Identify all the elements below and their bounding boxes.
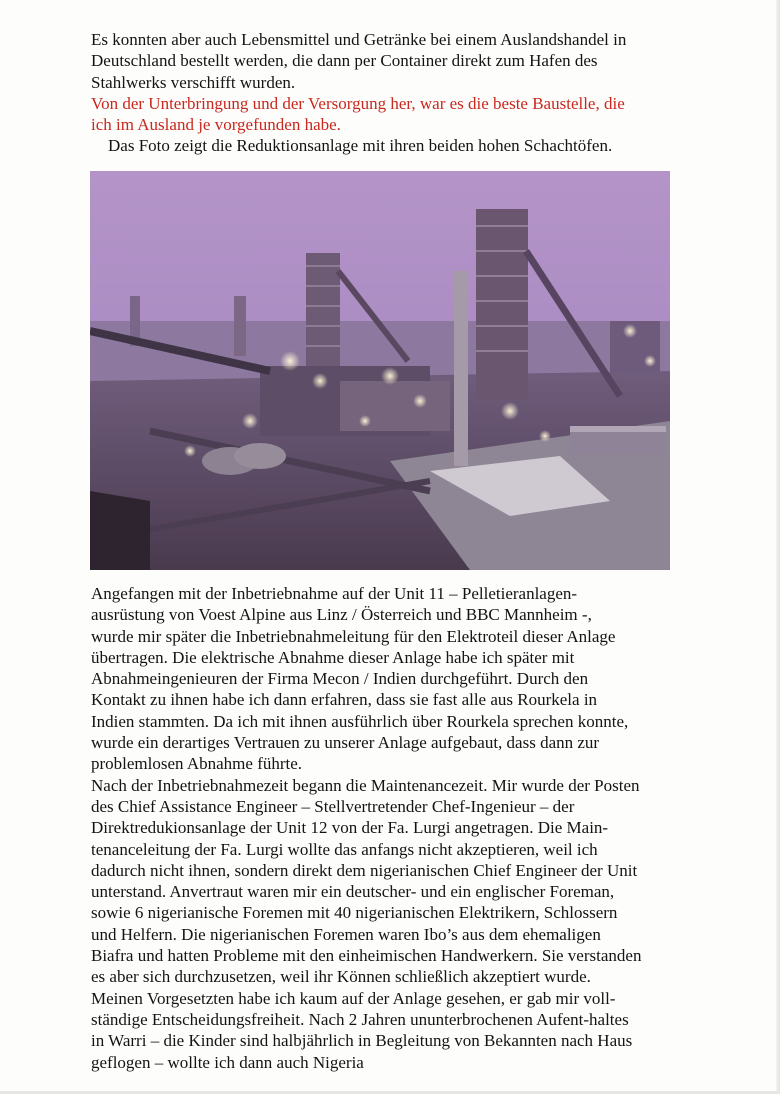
body-line: unterstand. Anvertraut waren mir ein deutscher- und ein englischer Foreman, bbox=[91, 882, 615, 902]
body-line: in Warri – die Kinder sind halbjährlich in Begleitung von Bekannten nach Haus bbox=[91, 1031, 633, 1051]
body-line: ständige Entscheidungsfreiheit. Nach 2 Jahren ununterbrochenen Aufent-haltes bbox=[91, 1009, 629, 1029]
body-line: des Chief Assistance Engineer – Stellvertretender Chef-Ingenieur – der bbox=[91, 796, 575, 816]
intro-paragraph bbox=[91, 29, 691, 157]
body-line: Biafra und hatten Probleme mit den einheimischen Handwerkern. Sie verstanden bbox=[91, 946, 642, 966]
highlight-line: ich im Ausland je vorgefunden habe. bbox=[91, 115, 341, 135]
intro-line: Deutschland bestellt werden, die dann per Container direkt zum Hafen des bbox=[91, 51, 598, 71]
body-line: und Helfern. Die nigerianischen Foremen waren Ibo’s aus dem ehemaligen bbox=[91, 924, 601, 944]
steelworks-photo bbox=[90, 171, 670, 570]
body-line: Indien stammten. Da ich mit ihnen ausführlich über Rourkela sprechen konnte, bbox=[91, 711, 629, 731]
body-line: wurde mir später die Inbetriebnahmeleitung für den Elektroteil dieser Anlage bbox=[91, 626, 616, 646]
body-line: übertragen. Die elektrische Abnahme dieser Anlage habe ich später mit bbox=[91, 647, 575, 667]
body-line: Nach der Inbetriebnahmezeit begann die Maintenancezeit. Mir wurde der Posten bbox=[91, 775, 640, 795]
body-paragraph bbox=[91, 583, 691, 1073]
body-line: wurde ein derartiges Vertrauen zu unserer Anlage aufgebaut, dass dann zur bbox=[91, 733, 600, 753]
photo-caption: Das Foto zeigt die Reduktionsanlage mit ihren beiden hohen Schachtöfen. bbox=[108, 136, 613, 156]
body-line: Angefangen mit der Inbetriebnahme auf der Unit 11 – Pelletieranlagen- bbox=[91, 584, 578, 603]
page-edge bbox=[776, 0, 780, 1094]
body-line: Meinen Vorgesetzten habe ich kaum auf der Anlage gesehen, er gab mir voll- bbox=[91, 988, 616, 1008]
intro-line: Es konnten aber auch Lebensmittel und Getränke bei einem Auslandshandel in bbox=[91, 30, 627, 49]
body-line: Abnahmeingenieuren der Firma Mecon / Indien durchgeführt. Durch den bbox=[91, 669, 589, 689]
body-line: dadurch nicht ihnen, sondern direkt dem nigerianischen Chief Engineer der Unit bbox=[91, 860, 638, 880]
body-line: ausrüstung von Voest Alpine aus Linz / Österreich und BBC Mannheim -, bbox=[91, 605, 592, 625]
body-line: es aber sich durchzusetzen, weil ihr Können schließlich akzeptiert wurde. bbox=[91, 967, 591, 987]
body-line: Direktredukionsanlage der Unit 12 von der Fa. Lurgi angetragen. Die Main- bbox=[91, 818, 609, 838]
highlight-line: Von der Unterbringung und der Versorgung her, war es die beste Baustelle, die bbox=[91, 93, 625, 113]
body-line: problemlosen Abnahme führte. bbox=[91, 754, 303, 774]
intro-line: Stahlwerks verschifft wurden. bbox=[91, 72, 296, 92]
body-line: tenanceleitung der Fa. Lurgi wollte das anfangs nicht akzeptieren, weil ich bbox=[91, 839, 598, 859]
body-line: Kontakt zu ihnen habe ich dann erfahren, dass sie fast alle aus Rourkela in bbox=[91, 690, 598, 710]
body-line: sowie 6 nigerianische Foremen mit 40 nigerianischen Elektrikern, Schlossern bbox=[91, 903, 618, 923]
body-line: geflogen – wollte ich dann auch Nigeria bbox=[91, 1052, 364, 1072]
